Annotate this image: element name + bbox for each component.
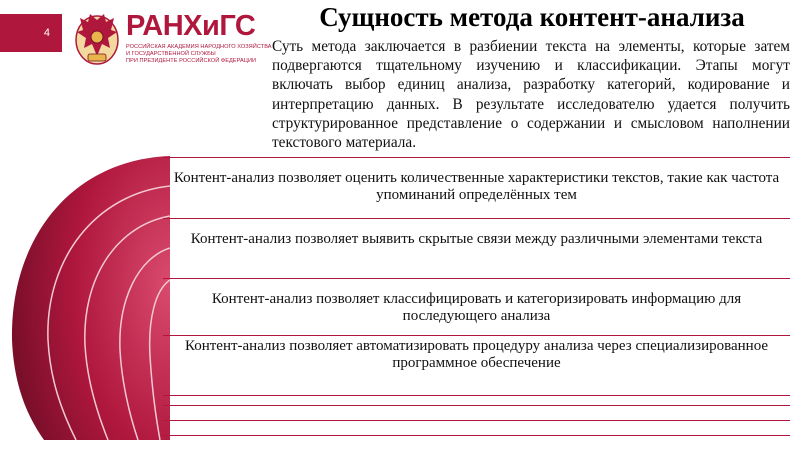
logo-line-3: ПРИ ПРЕЗИДЕНТЕ РОССИЙСКОЙ ФЕДЕРАЦИИ <box>126 58 257 64</box>
divider-line <box>163 395 790 396</box>
list-item <box>163 278 790 335</box>
ranepa-logo <box>74 10 274 70</box>
divider-line <box>163 420 790 421</box>
intro-paragraph: Суть метода заключается в разбиении текста на элементы, которые затем подвергаются тщательному изучению и классификации. Этапы могут включать выбор единиц анализа, разработку категорий, кодирование и интерпретацию данных. В результате исследователю удается получить структурированное представление о содержании и смысловом наполнении текстового материала. <box>272 38 790 152</box>
logo-line-2: И ГОСУДАРСТВЕННОЙ СЛУЖБЫ <box>126 51 216 57</box>
list-item-text: Контент-анализ позволяет автоматизировать процедуру анализа через специализированное программное обеспечение <box>184 338 769 371</box>
list-item-text: Контент-анализ позволяет выявить скрытые связи между различными элементами текста <box>190 231 763 247</box>
list-item-text: Контент-анализ позволяет классифицировать и категоризировать информацию для последующего анализа <box>211 291 742 324</box>
concentric-arcs-decoration <box>0 150 170 450</box>
logo-line-1: РОССИЙСКАЯ АКАДЕМИЯ НАРОДНОГО ХОЗЯЙСТВА <box>126 44 272 50</box>
logo-abbreviation: РАНХиГС <box>126 10 256 42</box>
list-item <box>163 335 790 397</box>
double-headed-eagle-emblem-icon <box>74 10 120 66</box>
list-item-text: Контент-анализ позволяет оценить количественные характеристики текстов, такие как частота упоминаний определённых тем <box>173 170 780 203</box>
divider-line <box>163 435 790 436</box>
slide-number: 4 <box>43 27 50 39</box>
divider-line <box>163 405 790 406</box>
slide-title: Сущность метода контент-анализа <box>319 2 745 32</box>
list-item <box>163 157 790 218</box>
content-rows <box>163 157 790 397</box>
list-item <box>163 218 790 278</box>
slide-number-badge <box>0 14 62 52</box>
